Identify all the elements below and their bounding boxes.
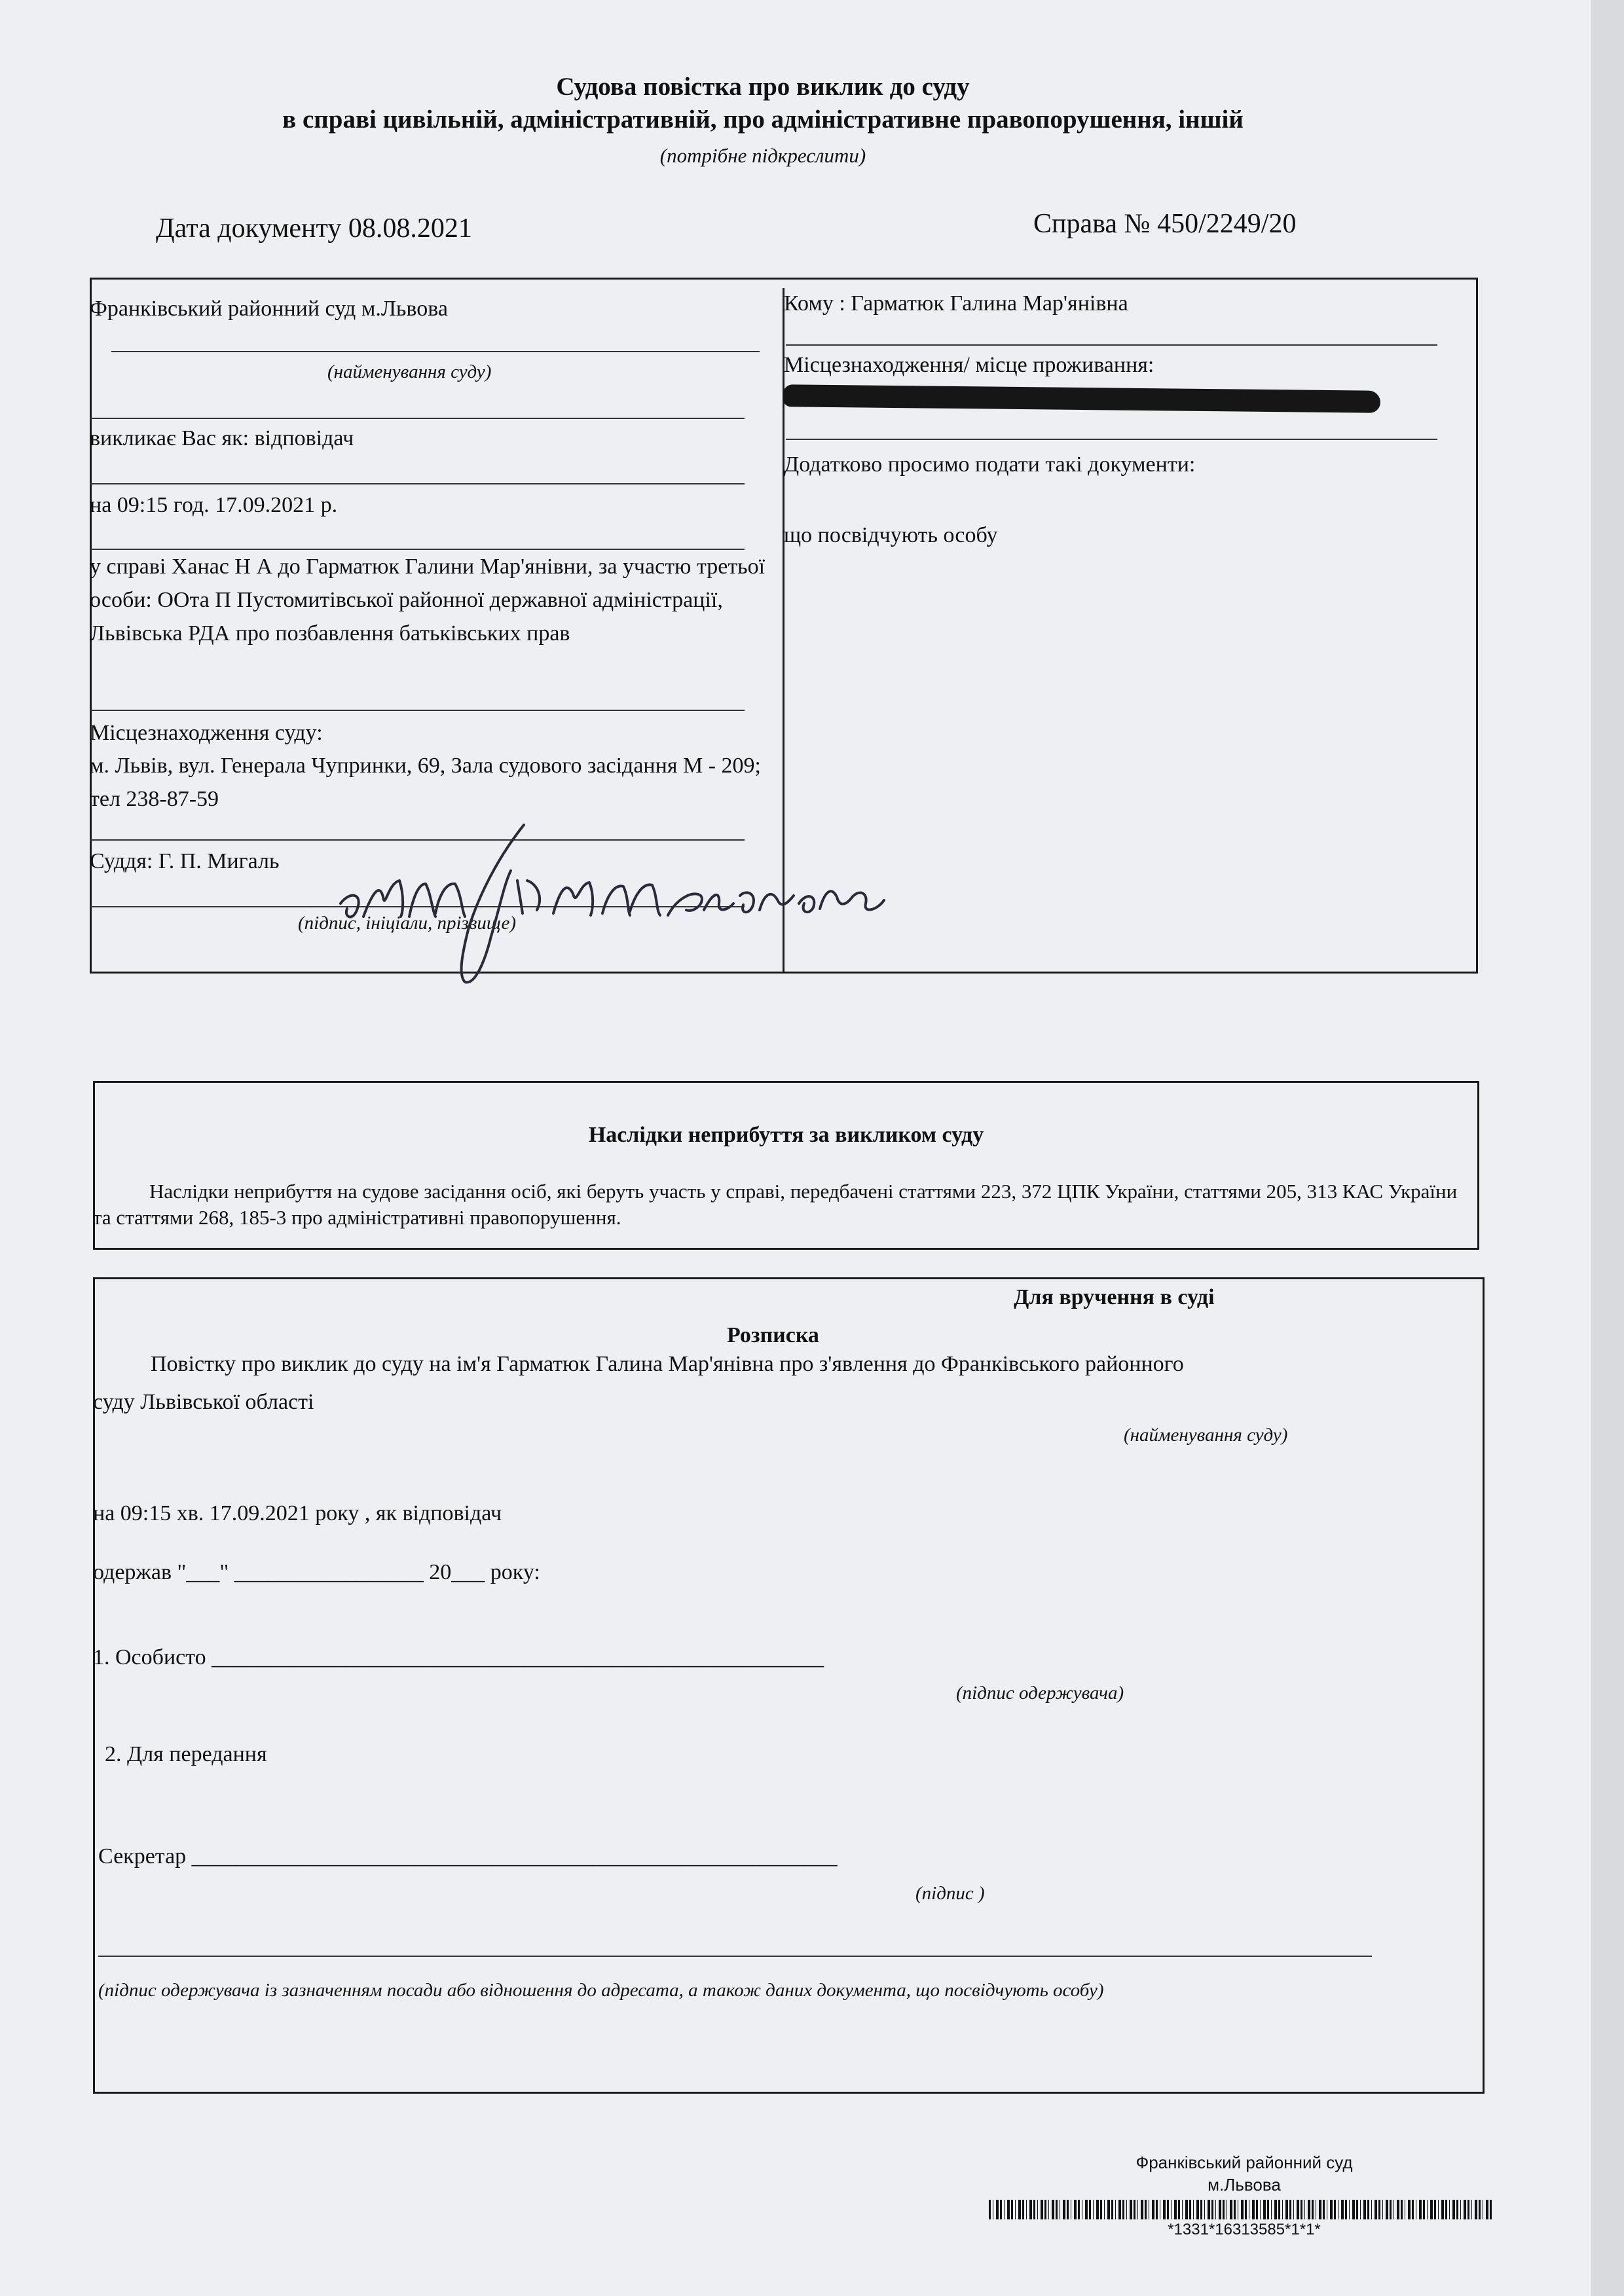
documents-request: що посвідчують особу: [784, 523, 998, 547]
documents-request-label: Додатково просимо подати такі документи:: [784, 452, 1196, 477]
receipt-received-date: одержав "___" _________________ 20___ року:: [93, 1560, 540, 1584]
barcode-number: *1331*16313585*1*1*: [1168, 2221, 1321, 2238]
court-location: м. Львів, вул. Генерала Чупринки, 69, Зала судового засідання М - 209; тел 238-87-59: [90, 754, 761, 811]
receipt-time: на 09:15 хв. 17.09.2021 року , як відповідач: [93, 1501, 502, 1525]
scan-edge: [1591, 0, 1624, 2296]
court-location-label: Місцезнаходження суду:: [90, 721, 323, 745]
recipient-signature-caption: (підпис одержувача із зазначенням посади або відношення до адресата, а також даних документа, що посвідчують особу): [98, 1980, 1104, 2001]
rule: [90, 483, 745, 484]
rule: [90, 418, 745, 419]
secretary-caption: (підпис ): [915, 1883, 985, 1904]
footer-court-line-1: Франківський районний суд: [1135, 2153, 1353, 2172]
for-court-label: Для вручення в суді: [1014, 1285, 1215, 1309]
rule: [111, 351, 760, 352]
rule: [786, 439, 1437, 440]
receipt-transfer: 2. Для передання: [105, 1742, 267, 1766]
receipt-line-2: суду Львівської області: [93, 1390, 314, 1414]
document-subtitle: в справі цивільній, адміністративній, про адміністративне правопорушення, іншій: [282, 105, 1244, 134]
footer-court-line-2: м.Львова: [1208, 2175, 1281, 2195]
rule: [98, 1956, 1372, 1957]
recipient-name: Кому : Гарматюк Галина Мар'янівна: [784, 291, 1128, 316]
underline-note: (потрібне підкреслити): [659, 144, 866, 167]
case-description: у справі Ханас Н А до Гарматюк Галини Мар'янівни, за участю третьої особи: ООта П Пустомитівської районної державної адміністрації, Львівська РДА про позбавлення батьківських прав: [90, 555, 766, 646]
document-date: Дата документу 08.08.2021: [156, 213, 472, 244]
address-label: Місцезнаходження/ місце проживання:: [784, 353, 1154, 377]
judge-name: Суддя: Г. П. Мигаль: [90, 849, 280, 873]
hearing-time: на 09:15 год. 17.09.2021 р.: [90, 493, 338, 517]
court-name: Франківський районний суд м.Львова: [90, 297, 448, 321]
receipt-title: Розписка: [727, 1323, 819, 1347]
rule: [90, 710, 745, 711]
consequences-text: Наслідки неприбуття на судове засідання осіб, які беруть участь у справі, передбачені статтями 223, 372 ЦПК України, статтями 205, 313 КАС України та статтями 268, 185-3 про адміністративні правопорушення.: [93, 1180, 1458, 1229]
court-caption: (найменування суду): [327, 361, 492, 382]
consequences-title: Наслідки неприбуття за викликом суду: [588, 1123, 984, 1147]
barcode: [989, 2200, 1493, 2219]
signature-caption: (підпис, ініціали, прізвище): [298, 913, 517, 934]
summons-role: викликає Вас як: відповідач: [90, 426, 354, 450]
case-number: Справа № 450/2249/20: [1033, 209, 1297, 239]
receipt-personally: 1. Особисто _______________________________________________________: [93, 1645, 824, 1669]
rule: [786, 344, 1437, 346]
receipt-line-1: Повістку про виклик до суду на ім'я Гарматюк Галина Мар'янівна про з'явлення до Франківського районного: [151, 1352, 1184, 1376]
receipt-secretary: Секретар __________________________________________________________: [98, 1844, 838, 1868]
document-title: Судова повістка про виклик до суду: [556, 73, 970, 101]
receipt-court-caption: (найменування суду): [1124, 1425, 1288, 1446]
personally-caption: (підпис одержувача): [956, 1683, 1124, 1704]
